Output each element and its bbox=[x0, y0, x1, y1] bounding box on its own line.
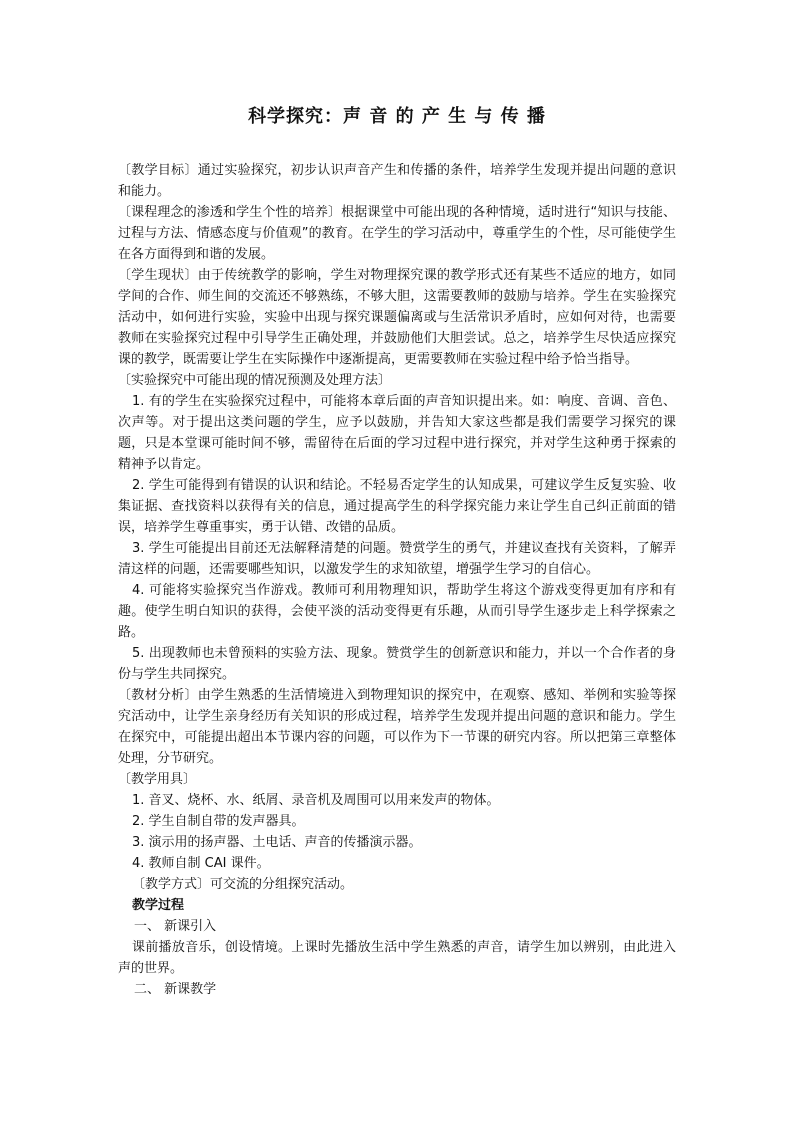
forecast-item: 5. 出现教师也未曾预料的实验方法、现象。赞赏学生的创新意识和能力，并以一个合作者的身份与学生共同探究。 bbox=[118, 646, 676, 682]
step-heading: 二、 新课教学 bbox=[134, 982, 217, 997]
step-text: 课前播放音乐，创设情境。上课时先播放生活中学生熟悉的声音，请学生加以辨别，由此进入声的世界。 bbox=[118, 940, 676, 976]
forecast-heading: 〔实验探究中可能出现的情况预测及处理方法〕 bbox=[118, 373, 392, 388]
tool-item: 1. 音叉、烧杯、水、纸屑、录音机及周围可以用来发声的物体。 bbox=[132, 793, 500, 808]
material-analysis-paragraph: 〔教材分析〕由学生熟悉的生活情境进入到物理知识的探究中，在观察、感知、举例和实验等探究活动中，让学生亲身经历有关知识的形成过程，培养学生发现并提出问题的意识和能力。学生在探究中，可能提出超出本节课内容的问题，可以作为下一节课的研究内容。所以把第三章整体处理，分节研究。 bbox=[118, 688, 676, 766]
tool-item: 4. 教师自制 CAI 课件。 bbox=[132, 856, 270, 871]
forecast-item: 4. 可能将实验探究当作游戏。教师可利用物理知识，帮助学生将这个游戏变得更加有序和有趣。使学生明白知识的获得，会使平淡的活动变得更有乐趣，从而引导学生逐步走上科学探索之路。 bbox=[118, 583, 676, 640]
tool-item: 3. 演示用的扬声器、土电话、声音的传播演示器。 bbox=[132, 835, 422, 850]
forecast-item: 3. 学生可能提出目前还无法解释清楚的问题。赞赏学生的勇气，并建议查找有关资料，了解弄清这样的问题，还需要哪些知识，以激发学生的求知欲望，增强学生学习的自信心。 bbox=[118, 541, 676, 577]
student-status-paragraph: 〔学生现状〕由于传统教学的影响，学生对物理探究课的教学形式还有某些不适应的地方，如同学间的合作、师生间的交流还不够熟练，不够大胆，这需要教师的鼓励与培养。学生在实验探究活动中，如何进行实验，实验中出现与探究课题偏离或与生活常识矛盾时，应如何对待，也需要教师在实验探究过程中引导学生正确处理，并鼓励他们大胆尝试。总之，培养学生尽快适应探究课的教学，既需要让学生在实际操作中逐渐提高，更需要教师在实验过程中给予恰当指导。 bbox=[118, 268, 676, 367]
curriculum-concept-paragraph: 〔课程理念的渗透和学生个性的培养〕根据课堂中可能出现的各种情境，适时进行“知识与技能、过程与方法、情感态度与价值观”的教育。在学生的学习活动中，尊重学生的个性，尽可能使学生在各方面得到和谐的发展。 bbox=[118, 205, 676, 262]
tool-item: 2. 学生自制自带的发声器具。 bbox=[132, 814, 305, 829]
forecast-item: 2. 学生可能得到有错误的认识和结论。不轻易否定学生的认知成果，可建议学生反复实验、收集证据、查找资料以获得有关的信息，通过提高学生的科学探究能力来让学生自己纠正前面的错误，培养学生尊重事实，勇于认错、改错的品质。 bbox=[118, 478, 676, 535]
teaching-method-paragraph: 〔教学方式〕可交流的分组探究活动。 bbox=[132, 877, 354, 892]
document-body bbox=[118, 160, 676, 1000]
step-heading: 一、 新课引入 bbox=[134, 919, 217, 934]
teaching-tools-heading: 〔教学用具〕 bbox=[118, 772, 197, 787]
document-title: 科学探究：声 音 的 产 生 与 传 播 bbox=[248, 106, 546, 127]
teaching-goal-paragraph: 〔教学目标〕通过实验探究，初步认识声音产生和传播的条件，培养学生发现并提出问题的意识和能力。 bbox=[118, 163, 676, 199]
forecast-item: 1. 有的学生在实验探究过程中，可能将本章后面的声音知识提出来。如：响度、音调、音色、次声等。对于提出这类问题的学生，应予以鼓励，并告知大家这些都是我们需要学习探究的课题，只是本堂课可能时间不够，需留待在后面的学习过程中进行探究，并对学生这种勇于探索的精神予以肯定。 bbox=[118, 394, 676, 472]
teaching-process-heading: 教学过程 bbox=[132, 898, 185, 913]
